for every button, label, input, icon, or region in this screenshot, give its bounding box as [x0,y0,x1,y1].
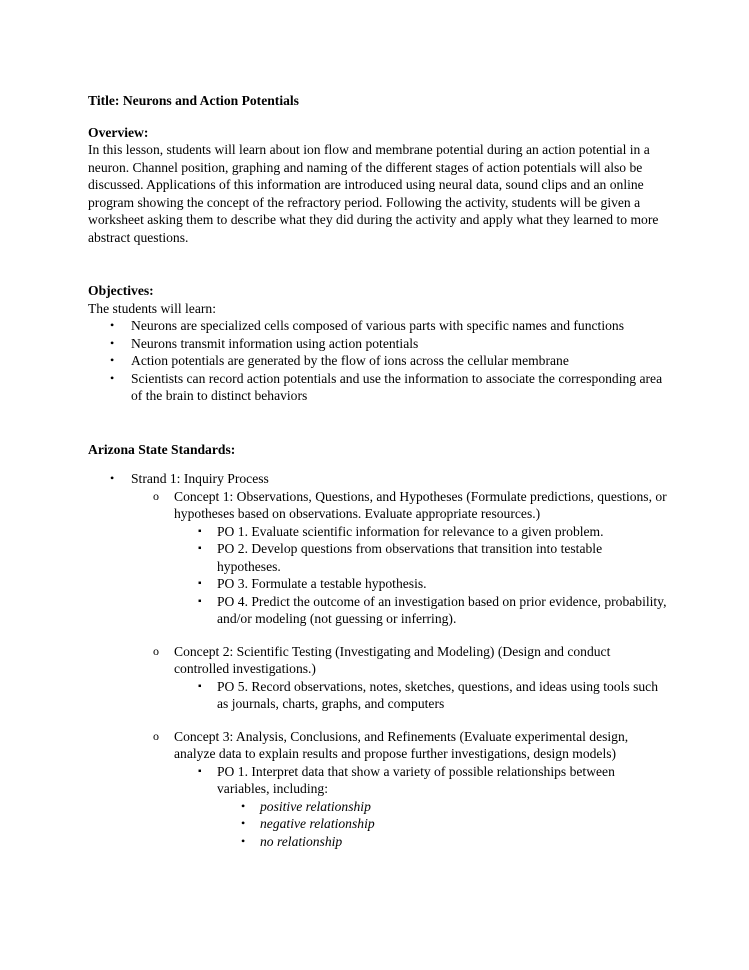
list-item: • Action potentials are generated by the flow of ions across the cellular membrane [110,353,569,368]
relationship-item: • negative relationship [241,816,375,831]
objectives-intro: The students will learn: [88,300,216,316]
relationship-list [217,798,668,851]
concept-list [131,488,668,851]
po-list [174,678,668,713]
relationship-item: • positive relationship [241,798,371,814]
concept-label: Concept 3: Analysis, Conclusions, and Refinements (Evaluate experimental design, analyze data to explain results and propose further investigations, design models) [174,728,629,761]
bullet-icon: • [241,833,246,848]
strand-item [88,470,668,850]
concept-item [131,728,668,851]
circle-bullet-icon: o [153,643,159,658]
concept-item [131,488,668,643]
bullet-icon: • [241,798,246,813]
po-item: ▪ PO 2. Develop questions from observations that transition into testable hypotheses. [198,541,603,574]
circle-bullet-icon: o [153,488,159,503]
square-bullet-icon: ▪ [198,595,202,607]
relationship-item: • no relationship [241,833,343,849]
concept-item [131,643,668,728]
square-bullet-icon: ▪ [198,578,202,589]
bullet-icon: • [110,318,115,332]
po-list [174,523,668,628]
overview-heading: Overview: [88,124,149,140]
concept-label: Concept 2: Scientific Testing (Investigating and Modeling) (Design and conduct controlled investigations.) [174,643,611,676]
standards-list [88,470,668,850]
circle-bullet-icon: o [153,728,159,743]
po-item: ▪ PO 5. Record observations, notes, sketches, questions, and ideas using tools such as journals, charts, graphs, and computers [198,678,658,711]
po-item: ▪ PO 1. Interpret data that show a variety of possible relationships between variables, including: • positive relationship • negative relationship • no relationship [174,763,668,851]
standards-heading: Arizona State Standards: [88,441,236,457]
square-bullet-icon: ▪ [198,765,202,777]
objectives-list [88,317,668,405]
bullet-icon: • [110,353,115,367]
document-page [88,92,668,850]
po-list [174,763,668,851]
po-item: ▪ PO 3. Formulate a testable hypothesis. [198,576,427,591]
po-item: ▪ PO 4. Predict the outcome of an investigation based on prior evidence, probability, and/or modeling (not guessing or inferring). [198,593,667,626]
po-item: ▪ PO 1. Evaluate scientific information for relevance to a given problem. [198,523,604,539]
list-item: • Scientists can record action potentials and use the information to associate the corresponding area of the brain to distinct behaviors [110,370,663,403]
bullet-icon: • [110,370,115,385]
list-item: • Neurons are specialized cells composed of various parts with specific names and functions [110,318,624,333]
document-title: Title: Neurons and Action Potentials [88,93,299,108]
strand-label: Strand 1: Inquiry Process [131,471,269,486]
bullet-icon: • [110,471,115,485]
bullet-icon: • [241,816,246,830]
square-bullet-icon: ▪ [198,543,202,554]
square-bullet-icon: ▪ [198,680,202,692]
list-item: • Neurons transmit information using action potentials [110,335,419,351]
overview-body: In this lesson, students will learn about ion flow and membrane potential during an action potential in a neuron. Channel position, graphing and naming of the different stages of action potentials will also be discussed. Applications of this information are introduced using neural data, sound clips and an online program showing the concept of the refractory period. Following the activity, students will be given a worksheet asking them to describe what they did during the activity and apply what they learned to more abstract questions. [88,142,659,245]
bullet-icon: • [110,335,115,350]
concept-label: Concept 1: Observations, Questions, and Hypotheses (Formulate predictions, questions, or hypotheses based on observations. Evaluate appropriate resources.) [174,488,667,521]
objectives-heading: Objectives: [88,283,154,298]
square-bullet-icon: ▪ [198,525,202,537]
